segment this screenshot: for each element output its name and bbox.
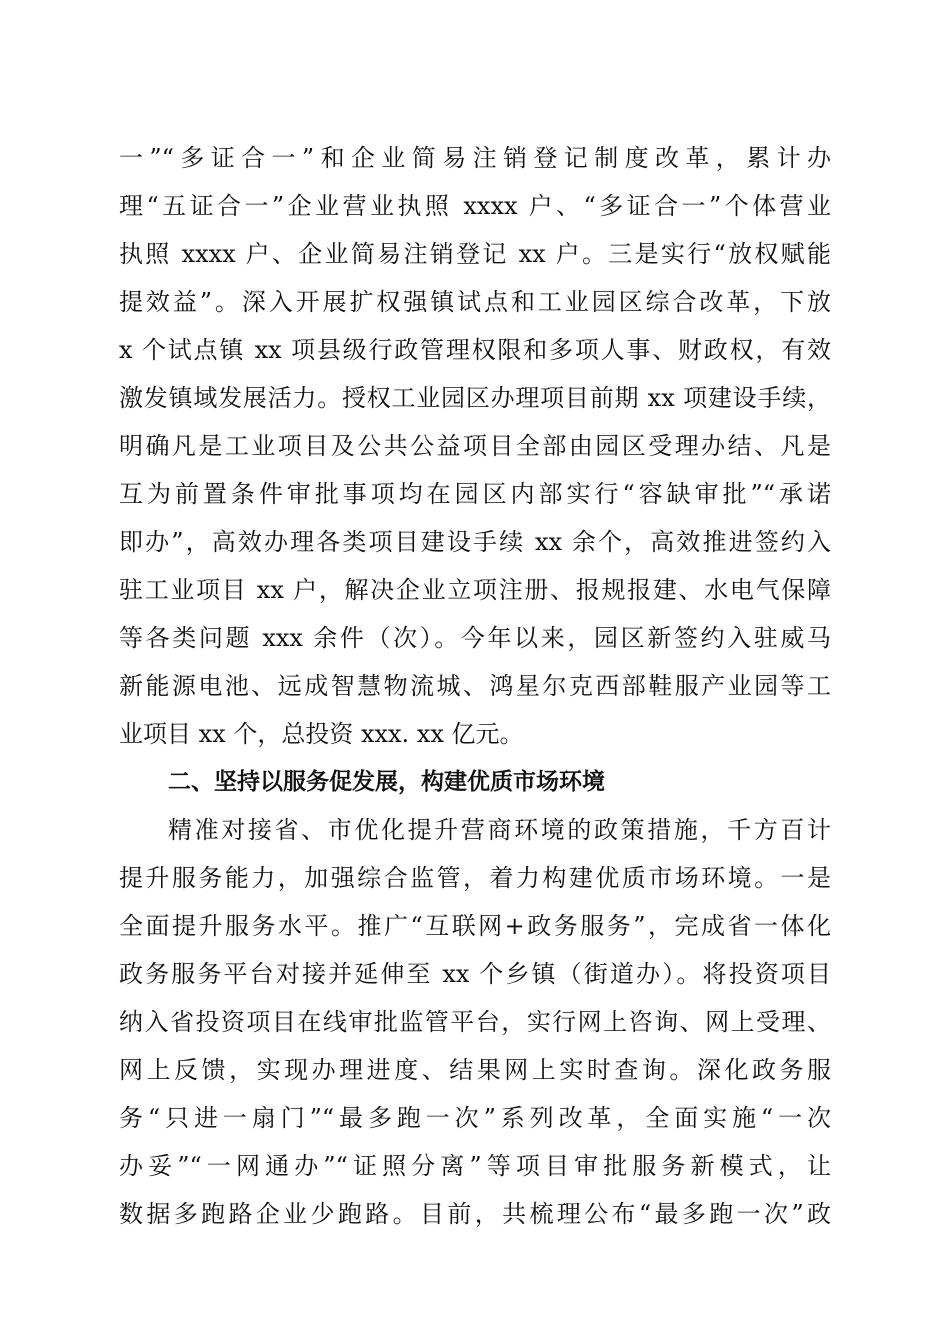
- body-text-line: 一”“多证合一”和企业简易注销登记制度改革，累计办: [119, 144, 831, 172]
- body-text-line: 纳入省投资项目在线审批监管平台，实行网上咨询、网上受理、: [119, 1008, 831, 1036]
- body-text-line: 业项目 xx 个，总投资 xxx. xx 亿元。: [119, 720, 524, 748]
- body-text-line: 办妥”“一网通办”“证照分离”等项目审批服务新模式，让: [119, 1152, 831, 1180]
- body-text-line: 明确凡是工业项目及公共公益项目全部由园区受理办结、凡是: [119, 432, 831, 460]
- body-text-line: 网上反馈，实现办理进度、结果网上实时查询。深化政务服: [119, 1056, 831, 1084]
- body-text-line: 全面提升服务水平。推广“互联网+政务服务”，完成省一体化: [119, 912, 831, 940]
- section-heading: 二、坚持以服务促发展，构建优质市场环境: [168, 769, 605, 795]
- body-text-line: x 个试点镇 xx 项县级行政管理权限和多项人事、财政权，有效: [119, 336, 831, 364]
- body-text-line: 即办”，高效办理各类项目建设手续 xx 余个，高效推进签约入: [119, 528, 831, 556]
- body-text-line: 驻工业项目 xx 户，解决企业立项注册、报规报建、水电气保障: [119, 576, 831, 604]
- body-text-line: 提升服务能力，加强综合监管，着力构建优质市场环境。一是: [119, 864, 831, 892]
- body-text-line: 提效益”。深入开展扩权强镇试点和工业园区综合改革，下放: [119, 288, 831, 316]
- body-text-line: 互为前置条件审批事项均在园区内部实行“容缺审批”“承诺: [119, 480, 831, 508]
- body-text-line: 数据多跑路企业少跑路。目前，共梳理公布“最多跑一次”政: [119, 1200, 831, 1228]
- body-text-line: 理“五证合一”企业营业执照 xxxx 户、“多证合一”个体营业: [119, 192, 831, 220]
- body-text-line: 精准对接省、市优化提升营商环境的政策措施，千方百计: [168, 816, 831, 844]
- body-text-line: 等各类问题 xxx 余件（次）。今年以来，园区新签约入驻威马: [119, 624, 831, 652]
- body-text-line: 务“只进一扇门”“最多跑一次”系列改革，全面实施“一次: [119, 1104, 831, 1132]
- body-text-line: 政务服务平台对接并延伸至 xx 个乡镇（街道办）。将投资项目: [119, 960, 831, 988]
- body-text-line: 新能源电池、远成智慧物流城、鸿星尔克西部鞋服产业园等工: [119, 672, 831, 700]
- body-text-line: 执照 xxxx 户、企业简易注销登记 xx 户。三是实行“放权赋能: [119, 240, 831, 268]
- body-text-line: 激发镇域发展活力。授权工业园区办理项目前期 xx 项建设手续，: [119, 384, 831, 412]
